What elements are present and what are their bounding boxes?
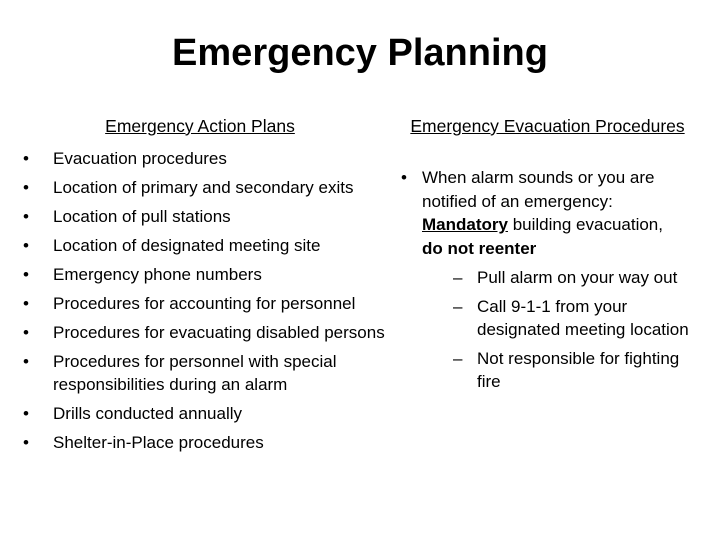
list-item: • Evacuation procedures <box>20 147 395 170</box>
list-item: • Procedures for accounting for personnel <box>20 292 395 315</box>
list-item: • Procedures for evacuating disabled persons <box>20 321 395 344</box>
list-item: • Procedures for personnel with special responsibilities during an alarm <box>20 350 395 396</box>
left-column-heading <box>60 115 340 137</box>
list-item: • Shelter-in-Place procedures <box>20 431 395 454</box>
building-evacuation-text: building evacuation, <box>512 215 663 234</box>
list-item: • Emergency phone numbers <box>20 263 395 286</box>
sub-list-item: – Call 9-1-1 from your designated meeting location <box>422 295 698 342</box>
list-item: • Location of designated meeting site <box>20 234 395 257</box>
sub-list-item: – Not responsible for fighting fire <box>422 347 698 394</box>
sub-list-item: – Pull alarm on your way out <box>422 266 698 290</box>
list-item: • Drills conducted annually <box>20 402 395 425</box>
list-item: • Location of pull stations <box>20 205 395 228</box>
do-not-reenter-text: do not reenter <box>422 238 537 258</box>
mandatory-text: Mandatory <box>422 215 508 234</box>
evacuation-sub-list <box>422 266 698 394</box>
list-item <box>398 166 698 394</box>
right-column-heading <box>400 115 695 137</box>
list-item: • Location of primary and secondary exits <box>20 176 395 199</box>
left-heading-text: Emergency Action Plans <box>105 116 295 136</box>
slide-title: Emergency Planning <box>172 32 548 74</box>
alarm-lead-text: When alarm sounds or you are notified of an emergency: <box>422 168 655 211</box>
evacuation-procedure-list <box>398 166 698 399</box>
action-plan-list <box>20 147 395 460</box>
right-heading-text: Emergency Evacuation Procedures <box>410 116 685 136</box>
